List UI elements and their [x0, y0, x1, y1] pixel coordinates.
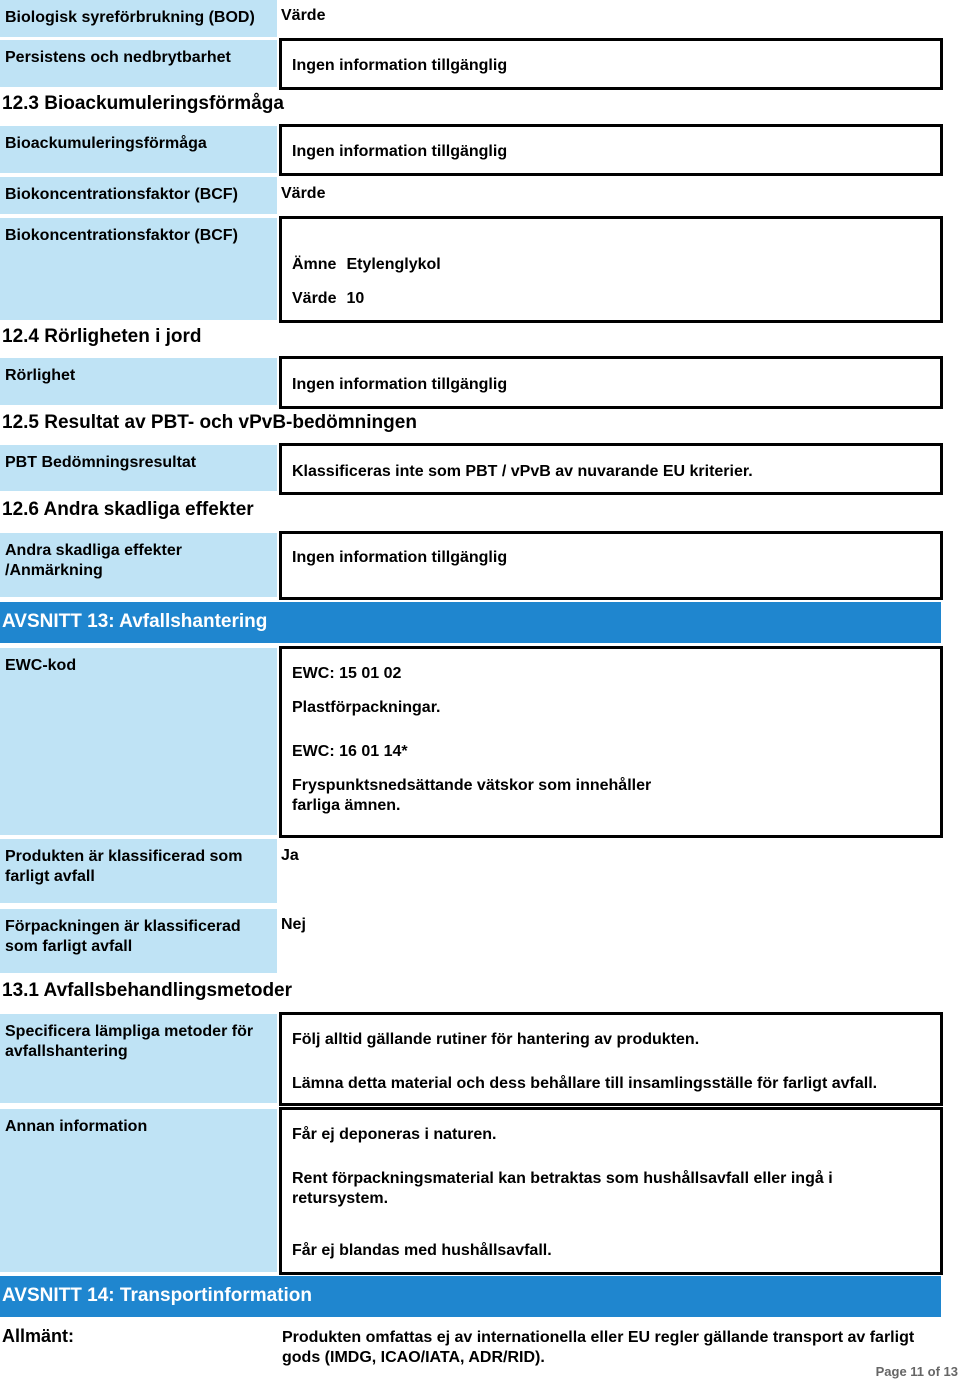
pbt-value-box — [279, 443, 943, 495]
ewc-desc-2-line2: farliga ämnen. — [292, 797, 401, 814]
andra-label — [0, 533, 277, 597]
bcf2-label-text: Biokoncentrationsfaktor (BCF) — [5, 227, 238, 244]
annan-value-2-line2: retursystem. — [292, 1190, 389, 1207]
rorlighet-label — [0, 358, 277, 405]
forpackning-value-cell — [277, 909, 942, 973]
allmant-value-line1: Produkten omfattas ej av internationella eller EU regler gällande transport av farligt — [282, 1329, 915, 1346]
metoder-value-box — [279, 1012, 943, 1106]
pbt-label-text: PBT Bedömningsresultat — [5, 454, 197, 471]
andra-label-line1: Andra skadliga effekter — [5, 542, 182, 559]
bcf1-value-cell — [277, 177, 942, 214]
produkt-label-line1: Produkten är klassificerad som — [5, 848, 243, 865]
metoder-value-1: Följ alltid gällande rutiner för hantering av produkten. — [292, 1031, 700, 1048]
persistens-value-box — [279, 38, 943, 90]
metoder-label — [0, 1014, 277, 1103]
produkt-label-line2: farligt avfall — [5, 868, 95, 885]
bod-label — [0, 0, 277, 37]
annan-value-1: Får ej deponeras i naturen. — [292, 1126, 497, 1143]
produkt-farligt-label — [0, 839, 277, 903]
amne-key: Ämne — [292, 256, 337, 273]
andra-label-line2: /Anmärkning — [5, 562, 103, 579]
persistens-label — [0, 40, 277, 87]
forpackning-label-line1: Förpackningen är klassificerad — [5, 918, 241, 935]
ewc-label — [0, 648, 277, 835]
allmant-value — [282, 1328, 942, 1372]
bcf2-varde — [292, 289, 364, 309]
section-14-header: AVSNITT 14: Transportinformation — [0, 1276, 941, 1317]
allmant-label: Allmänt: — [2, 1326, 74, 1346]
bod-value-cell — [277, 0, 942, 37]
ewc-label-text: EWC-kod — [5, 657, 77, 674]
bioack-value: Ingen information tillgänglig — [292, 143, 508, 160]
rorlighet-label-text: Rörlighet — [5, 367, 76, 384]
produkt-value-cell — [277, 839, 942, 903]
heading-12-3: 12.3 Bioackumuleringsförmåga — [2, 93, 284, 114]
rorlighet-value-box — [279, 356, 943, 409]
bioack-label-text: Bioackumuleringsförmåga — [5, 135, 207, 152]
pbt-value: Klassificeras inte som PBT / vPvB av nuvarande EU kriterier. — [292, 463, 753, 480]
bod-value: Värde — [281, 7, 326, 24]
bioack-label — [0, 126, 277, 173]
annan-value-3: Får ej blandas med hushållsavfall. — [292, 1242, 552, 1259]
andra-value: Ingen information tillgänglig — [292, 549, 508, 566]
bcf2-amne — [292, 255, 441, 275]
amne-value: Etylenglykol — [346, 256, 441, 273]
ewc-code-2: EWC: 16 01 14* — [292, 743, 408, 760]
page-number: Page 11 of 13 — [875, 1364, 958, 1379]
heading-12-6: 12.6 Andra skadliga effekter — [2, 499, 254, 520]
rorlighet-value: Ingen information tillgänglig — [292, 376, 508, 393]
bioack-value-box — [279, 124, 943, 176]
pbt-label — [0, 445, 277, 491]
varde-value: 10 — [346, 290, 365, 307]
allmant-value-line2: gods (IMDG, ICAO/IATA, ADR/RID). — [282, 1349, 545, 1366]
annan-value-box — [279, 1107, 943, 1275]
andra-value-box — [279, 531, 943, 600]
annan-label-text: Annan information — [5, 1118, 148, 1135]
ewc-desc-2-line1: Fryspunktsnedsättande vätskor som innehåller — [292, 777, 652, 794]
heading-12-5: 12.5 Resultat av PBT- och vPvB-bedömningen — [2, 412, 417, 433]
bod-label-text: Biologisk syreförbrukning (BOD) — [5, 9, 255, 26]
annan-value-2-line1: Rent förpackningsmaterial kan betraktas som hushållsavfall eller ingå i — [292, 1170, 833, 1187]
metoder-label-line2: avfallshantering — [5, 1043, 128, 1060]
persistens-label-text: Persistens och nedbrytbarhet — [5, 49, 231, 66]
metoder-label-line1: Specificera lämpliga metoder för — [5, 1023, 254, 1040]
forpackning-farligt-label — [0, 909, 277, 973]
ewc-value-box — [279, 646, 943, 838]
bcf2-label — [0, 218, 277, 320]
bcf1-label-text: Biokoncentrationsfaktor (BCF) — [5, 186, 238, 203]
ewc-code-1: EWC: 15 01 02 — [292, 665, 402, 682]
persistens-value: Ingen information tillgänglig — [292, 57, 508, 74]
bcf1-value: Värde — [281, 185, 326, 202]
varde-key: Värde — [292, 290, 337, 307]
metoder-value-2: Lämna detta material och dess behållare till insamlingsställe för farligt avfall. — [292, 1075, 878, 1092]
heading-12-4: 12.4 Rörligheten i jord — [2, 326, 202, 347]
section-13-header: AVSNITT 13: Avfallshantering — [0, 602, 941, 643]
bcf1-label — [0, 177, 277, 214]
forpackning-value: Nej — [281, 916, 306, 933]
heading-13-1: 13.1 Avfallsbehandlingsmetoder — [2, 980, 293, 1001]
bcf2-value-box — [279, 216, 943, 323]
produkt-value: Ja — [281, 847, 299, 864]
ewc-desc-1: Plastförpackningar. — [292, 699, 441, 716]
annan-label — [0, 1109, 277, 1272]
forpackning-label-line2: som farligt avfall — [5, 938, 133, 955]
